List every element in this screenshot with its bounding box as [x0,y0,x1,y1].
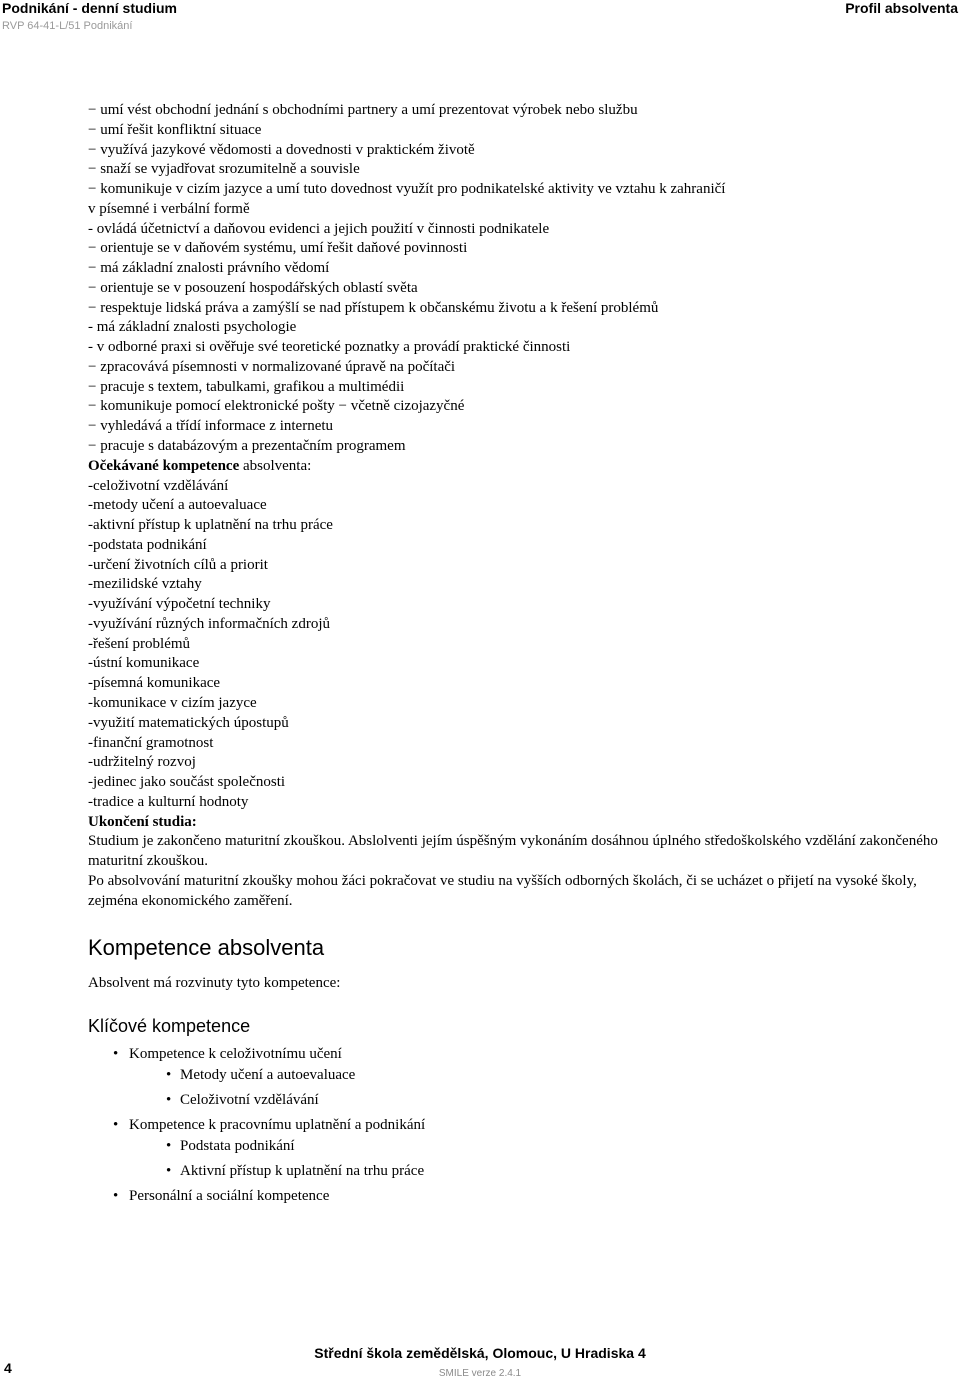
competence-group-label: Kompetence k celoživotnímu učení [129,1046,342,1063]
key-competences-heading: Klíčové kompetence [88,1016,251,1037]
skill-line: − má základní znalosti právního vědomí [88,260,330,277]
skill-line: - má základní znalosti psychologie [88,319,297,336]
skill-line: − využívá jazykové vědomosti a dovednosti v praktickém životě [88,141,475,158]
competence-item [166,1162,948,1181]
competence-item [166,1137,948,1156]
competence-item-label: Celoživotní vzdělávání [180,1092,319,1109]
expected-competences-list [88,477,948,813]
document-title: Podnikání - denní studium [2,0,177,16]
document-body [88,101,948,1209]
expected-competence-item: -celoživotní vzdělávání [88,477,229,494]
competence-item [166,1066,948,1085]
competence-item-label: Podstata podnikání [180,1138,295,1155]
bullet-icon: • [166,1163,172,1180]
expected-competence-item: -tradice a kulturní hodnoty [88,793,249,810]
expected-competence-item: -využití matematických úpostupů [88,714,289,731]
further-studies-paragraph: Po absolvování maturitní zkoušky mohou žáci pokračovat ve studiu na vyšších odborných školách, či se ucházet o přijetí na vysoké školy, zejména ekonomického zaměření. [88,872,917,909]
bullet-icon: • [113,1117,119,1134]
skill-line: − orientuje se v posouzení hospodářských oblastí světa [88,279,418,296]
skill-line: − pracuje s databázovým a prezentačním programem [88,438,406,455]
document-code: RVP 64-41-L/51 Podnikání [2,20,133,32]
key-competences-list [88,1045,948,1206]
competence-group [113,1045,948,1110]
expected-competence-item: -jedinec jako součást společnosti [88,774,286,791]
skill-line: v písemné i verbální formě [88,200,250,217]
expected-competence-item: -písemná komunikace [88,675,221,692]
skill-line: - v odborné praxi si ověřuje své teoretické poznatky a provádí praktické činnosti [88,339,571,356]
expected-competence-item: -udržitelný rozvoj [88,754,196,771]
skill-line: − komunikuje v cizím jazyce a umí tuto dovednost využít pro podnikatelské aktivity ve vztahu k zahraničí [88,181,726,198]
skill-line: − zpracovává písemnosti v normalizované úpravě na počítači [88,358,456,375]
expected-competence-item: -mezilidské vztahy [88,576,202,593]
section-title: Profil absolventa [845,0,958,16]
competence-item [166,1091,948,1110]
skill-line: − komunikuje pomocí elektronické pošty − včetně cizojazyčné [88,398,465,415]
skill-line: − umí vést obchodní jednání s obchodními partnery a umí prezentovat výrobek nebo službu [88,102,638,118]
competence-item-label: Metody učení a autoevaluace [180,1067,356,1084]
competence-group-label: Kompetence k pracovnímu uplatnění a podnikání [129,1117,426,1134]
expected-competence-item: -řešení problémů [88,635,191,652]
skill-line: − respektuje lidská práva a zamýšlí se nad přístupem k občanskému životu a k řešení problémů [88,299,659,316]
end-studies-heading: Ukončení studia: [88,813,197,830]
footer-version: SMILE verze 2.4.1 [438,1368,522,1379]
expected-competences-suffix: absolventa: [239,457,312,474]
bullet-icon: • [113,1046,119,1063]
end-studies-paragraph: Studium je zakončeno maturitní zkouškou. Abslolventi jejím úspěšným vykonáním dosáhnou úplného středoškolského vzdělání zakončeného maturitní zkouškou. [88,833,938,870]
skill-line: − vyhledává a třídí informace z internetu [88,418,334,435]
bullet-icon: • [166,1067,172,1084]
skill-line: − orientuje se v daňovém systému, umí řešit daňové povinnosti [88,240,468,257]
bullet-icon: • [113,1188,119,1205]
expected-competences-label: Očekávané kompetence [88,457,240,474]
expected-competence-item: -metody učení a autoevaluace [88,497,267,514]
expected-competence-item: -aktivní přístup k uplatnění na trhu práce [88,517,333,534]
expected-competence-item: -určení životních cílů a priorit [88,556,268,573]
competence-heading: Kompetence absolventa [88,935,325,961]
competence-sublist [129,1137,948,1181]
expected-competence-item: -využívání výpočetní techniky [88,596,271,613]
skills-list [88,101,948,457]
bullet-icon: • [166,1138,172,1155]
skill-line: − pracuje s textem, tabulkami, grafikou a multimédii [88,378,405,395]
footer-school: Střední škola zemědělská, Olomouc, U Hradiska 4 [314,1345,646,1361]
bullet-icon: • [166,1092,172,1109]
expected-competence-item: -podstata podnikání [88,536,207,553]
expected-competence-item: -využívání různých informačních zdrojů [88,615,330,632]
competence-group [113,1116,948,1181]
expected-competence-item: -finanční gramotnost [88,734,214,751]
competence-group-label: Personální a sociální kompetence [129,1188,330,1205]
competence-group [113,1187,948,1206]
skill-line: − snaží se vyjadřovat srozumitelně a souvisle [88,161,360,178]
expected-competences-heading [88,457,948,477]
skill-line: − umí řešit konfliktní situace [88,121,262,138]
skill-line: - ovládá účetnictví a daňovou evidenci a jejich použití v činnosti podnikatele [88,220,550,237]
competence-item-label: Aktivní přístup k uplatnění na trhu práce [180,1163,425,1180]
page-header-left [2,0,177,34]
page-number: 4 [4,1360,12,1376]
expected-competence-item: -ústní komunikace [88,655,200,672]
expected-competence-item: -komunikace v cizím jazyce [88,694,257,711]
competence-sublist [129,1066,948,1110]
competence-intro: Absolvent má rozvinuty tyto kompetence: [88,975,341,992]
